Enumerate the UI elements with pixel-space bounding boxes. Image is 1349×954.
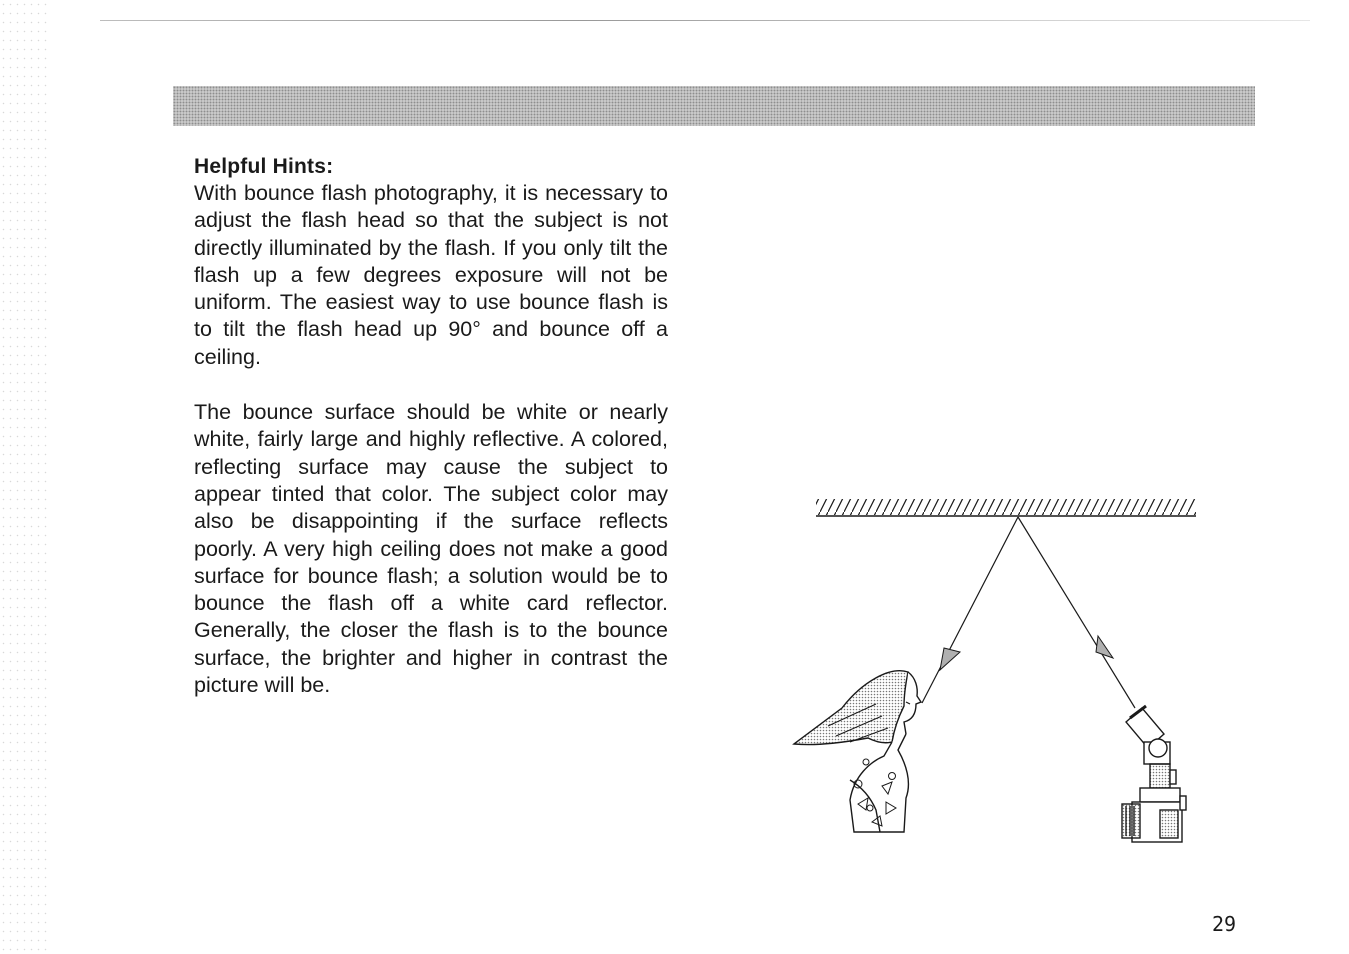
top-rule <box>100 20 1310 21</box>
light-path-icon <box>922 517 1135 708</box>
header-band <box>173 86 1255 126</box>
bounce-flash-illustration <box>780 480 1220 860</box>
paragraph-2: The bounce surface should be white or nearly white, fairly large and highly reflective. A colored, reflecting surface may cause the subject to appear tinted that color. The subject color may also be disappointing if the surface reflects poorly. A very high ceiling does not make a good surface for bounce flash; a solution would be to bounce the flash off a white card reflector. Generally, the closer the flash is to the bounce surface, the brighter and higher in contrast the picture will be. <box>194 400 668 698</box>
subject-woman-icon <box>794 671 921 832</box>
camera-flash-icon <box>1122 706 1186 842</box>
text-column <box>194 153 668 699</box>
page-number: 29 <box>1212 912 1237 936</box>
ceiling-hatch-icon <box>816 499 1196 516</box>
section-heading: Helpful Hints: <box>194 155 334 178</box>
paragraph-1: With bounce flash photography, it is necessary to adjust the flash head so that the subject is not directly illuminated by the flash. If you only tilt the flash up a few degrees exposure will not be uniform. The easiest way to use bounce flash is to tilt the flash head up 90° and bounce off a ceiling. <box>194 181 668 369</box>
scan-margin-texture <box>0 0 48 954</box>
